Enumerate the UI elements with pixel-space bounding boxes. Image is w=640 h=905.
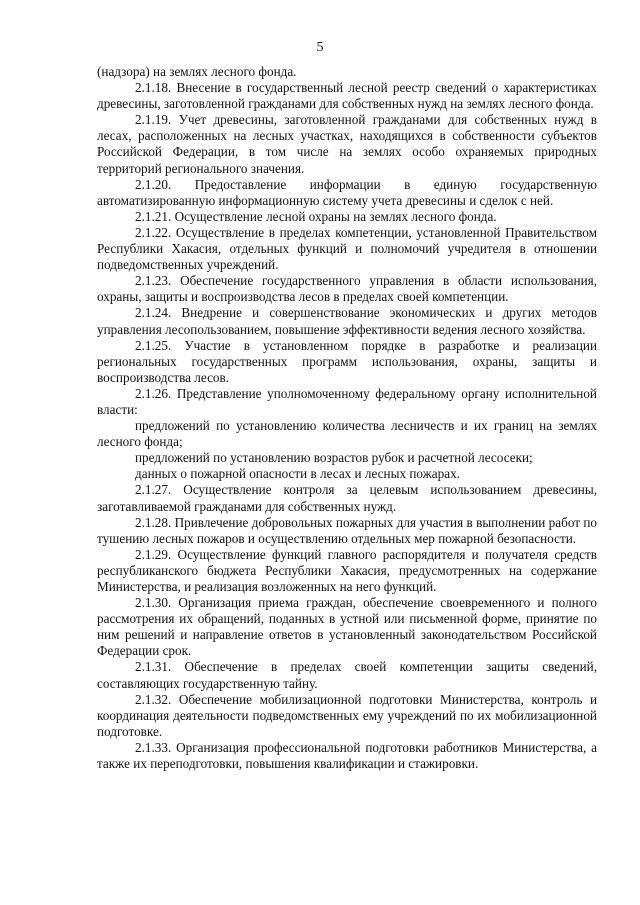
- paragraph: 2.1.21. Осуществление лесной охраны на землях лесного фонда.: [135, 208, 497, 224]
- paragraph: 2.1.33. Организация профессиональной подготовки работников Министерства, а также их переподготовки, повышения квалификации и стажировки.: [97, 739, 597, 772]
- paragraph: данных о пожарной опасности в лесах и лесных пожарах.: [135, 466, 460, 482]
- paragraph: 2.1.18. Внесение в государственный лесной реестр сведений о характеристиках древесины, заготовленной гражданами для собственных нужд на землях лесного фонда.: [97, 80, 597, 112]
- document-body: [97, 64, 597, 772]
- paragraph: 2.1.30. Организация приема граждан, обеспечение своевременного и полного рассмотрения их обращений, поданных в устной или письменной форме, принятие по ним решений и направление ответов в установленный законодательством Российской Федерации срок.: [97, 595, 597, 659]
- paragraph: 2.1.24. Внедрение и совершенствование экономических и других методов управления лесопользованием, повышение эффективности ведения лесного хозяйства.: [97, 305, 597, 337]
- paragraph: 2.1.26. Представление уполномоченному федеральному органу исполнительной власти:: [97, 385, 597, 417]
- paragraph: 2.1.22. Осуществление в пределах компетенции, установленной Правительством Республики Хакасия, отдельных функций и полномочий учредителя в отношении подведомственных учреждений.: [97, 224, 597, 273]
- paragraph: 2.1.28. Привлечение добровольных пожарных для участия в выполнении работ по тушению лесных пожаров и осуществлению отдельных мер пожарной безопасности.: [97, 514, 597, 546]
- paragraph: (надзора) на землях лесного фонда.: [97, 64, 297, 79]
- page-number: 5: [316, 40, 324, 55]
- paragraph: предложений по установлению возрастов рубок и расчетной лесосеки;: [135, 450, 533, 466]
- paragraph: 2.1.23. Обеспечение государственного управления в области использования, охраны, защиты и воспроизводства лесов в пределах своей компетенции.: [97, 273, 597, 305]
- paragraph: 2.1.27. Осуществление контроля за целевым использованием древесины, заготавливаемой гражданами для собственных нужд.: [97, 482, 597, 514]
- paragraph: 2.1.19. Учет древесины, заготовленной гражданами для собственных нужд в лесах, расположенных на лесных участках, находящихся в собственности субъектов Российской Федерации, в том числе на землях особо охраняемых природных территорий регионального значения.: [97, 112, 597, 176]
- paragraph: 2.1.32. Обеспечение мобилизационной подготовки Министерства, контроль и координация деятельности подведомственных ему учреждений по их мобилизационной подготовке.: [97, 691, 597, 739]
- paragraph: 2.1.20. Предоставление информации в единую государственную автоматизированную информационную систему учета древесины и сделок с ней.: [97, 176, 597, 208]
- paragraph: 2.1.25. Участие в установленном порядке в разработке и реализации региональных государственных программ использования, охраны, защиты и воспроизводства лесов.: [97, 337, 597, 385]
- paragraph: 2.1.31. Обеспечение в пределах своей компетенции защиты сведений, составляющих государственную тайну.: [97, 659, 597, 691]
- paragraph: 2.1.29. Осуществление функций главного распорядителя и получателя средств республиканского бюджета Республики Хакасия, предусмотренных на содержание Министерства, и реализация возложенных на него функций.: [97, 546, 597, 594]
- paragraph: предложений по установлению количества лесничеств и их границ на землях лесного фонда;: [97, 418, 597, 450]
